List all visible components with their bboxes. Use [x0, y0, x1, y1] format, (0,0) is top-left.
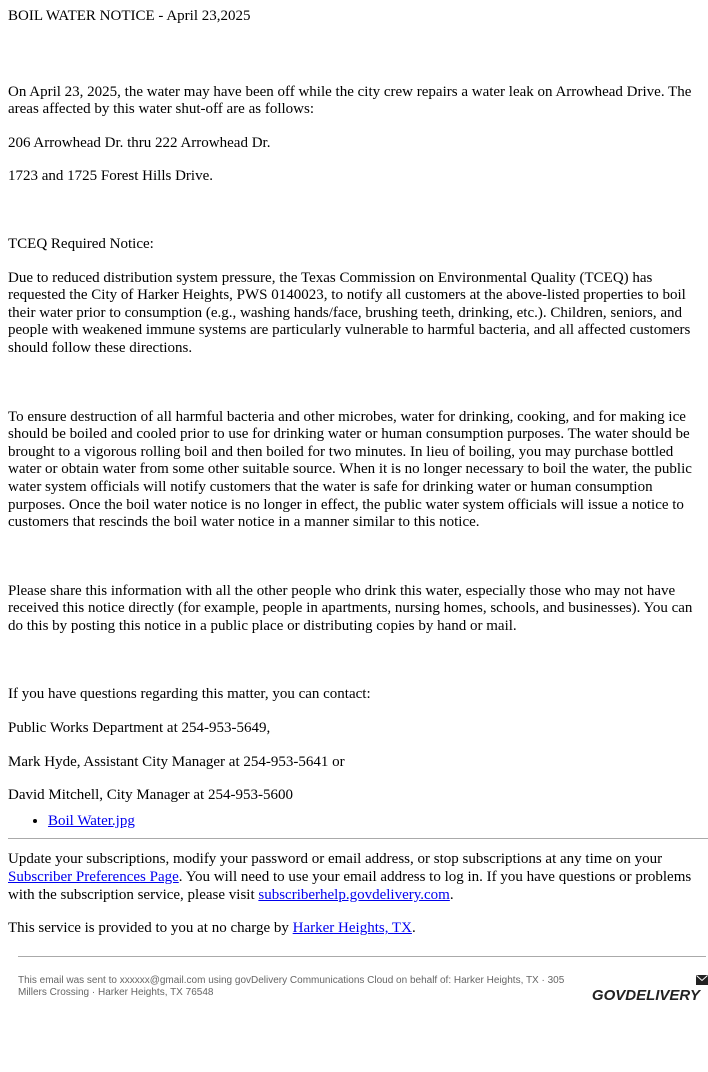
attachment-list: [8, 813, 704, 831]
subscription-info: [8, 851, 704, 904]
period: .: [449, 886, 454, 903]
subscriber-help-link[interactable]: subscriberhelp.govdelivery.com: [258, 886, 450, 903]
divider: [18, 956, 706, 957]
sent-to-note: This email was sent to xxxxxx@gmail.com using govDelivery Communications Cloud on behalf of: Harker Heights, TX · 305 Millers Crossing · Harker Heights, TX 76548: [18, 974, 565, 998]
notice-title: BOIL WATER NOTICE - April 23,2025: [8, 8, 251, 24]
boil-instructions-paragraph: To ensure destruction of all harmful bacteria and other microbes, water for drinking, cooking, and for making ice should be boiled and cooled prior to use for drinking water or human consumption purposes. The water should be brought to a vigorous rolling boil and then boiled for two minutes. In lieu of boiling, you may purchase bottled water or obtain water from some other suitable source. When it is no longer necessary to boil the water, the public water system officials will notify customers that the water is safe for drinking water or human consumption purposes. Once the boil water notice is no longer in effect, the public water system officials will issue a notice to customers that rescinds the boil water notice in a manner similar to this notice.: [8, 408, 692, 531]
service-info: [8, 920, 704, 938]
city-link[interactable]: Harker Heights, TX: [292, 920, 412, 937]
share-paragraph: Please share this information with all the other people who drink this water, especially those who may not have received this notice directly (for example, people in apartments, nursing homes, schools, and businesses). You can do this by posting this notice in a public place or distributing copies by hand or mail.: [8, 582, 693, 634]
mail-icon: [696, 975, 708, 985]
period: .: [411, 920, 416, 937]
affected-address-2: 1723 and 1725 Forest Hills Drive.: [8, 168, 213, 185]
tceq-notice-heading: TCEQ Required Notice:: [8, 235, 154, 252]
service-text: This service is provided to you at no charge by: [8, 920, 293, 937]
contact-public-works: Public Works Department at 254-953-5649,: [8, 720, 271, 737]
divider: [8, 838, 708, 839]
attachment-link[interactable]: Boil Water.jpg: [48, 812, 135, 829]
intro-paragraph: On April 23, 2025, the water may have been off while the city crew repairs a water leak on Arrowhead Drive. The areas affected by this water shut-off are as follows:: [8, 83, 692, 118]
affected-address-1: 206 Arrowhead Dr. thru 222 Arrowhead Dr.: [8, 134, 271, 151]
list-item: [48, 813, 704, 831]
govdelivery-footer: [8, 975, 708, 1005]
contact-assistant-manager: Mark Hyde, Assistant City Manager at 254-953-5641 or: [8, 753, 345, 770]
subscription-text: Update your subscriptions, modify your password or email address, or stop subscriptions at any time on your: [8, 851, 663, 868]
subscriber-preferences-link[interactable]: Subscriber Preferences Page: [8, 869, 179, 886]
contact-city-manager: David Mitchell, City Manager at 254-953-5600: [8, 787, 293, 804]
contact-intro: If you have questions regarding this matter, you can contact:: [8, 686, 371, 703]
subscription-text-2: . You will need to use your email address to log in. If you have questions or problems with the subscription service, please visit: [8, 869, 692, 903]
tceq-paragraph: Due to reduced distribution system pressure, the Texas Commission on Environmental Quality (TCEQ) has requested the City of Harker Heights, PWS 0140023, to notify all customers at the above-listed properties to boil their water prior to consumption (e.g., washing hands/face, brushing teeth, drinking, etc.). Children, seniors, and people with weakened immune systems are particularly vulnerable to harmful bacteria, and all affected customers should follow these directions.: [8, 269, 691, 356]
govdelivery-logo[interactable]: [591, 975, 708, 1005]
logo-wordmark: GOVDELIVERY: [591, 986, 700, 1004]
